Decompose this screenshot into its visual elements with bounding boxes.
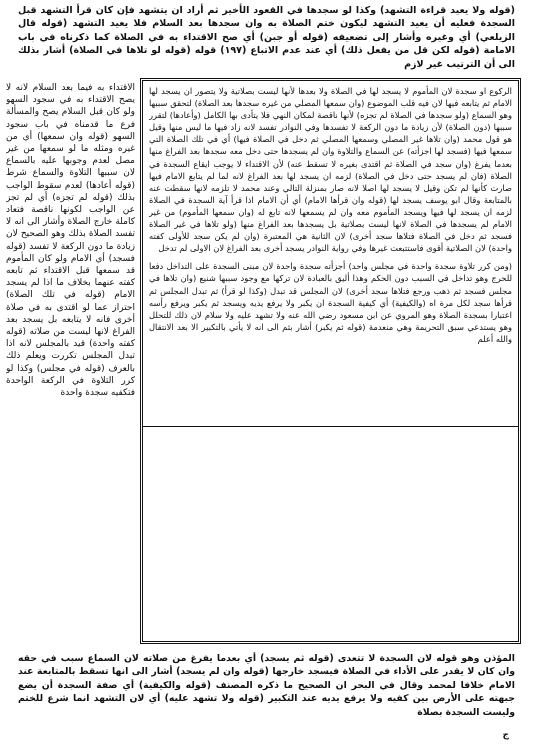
catch-word: ج xyxy=(502,730,509,740)
main-text-column xyxy=(149,85,512,637)
top-margin-commentary: (قوله ولا يعيد قراءة التشهد) وكذا لو سجدها في القعود الأخير ثم أراد ان يتشهد فإن كان قرأ التشهد قبل السجدة فعليه أن يعيد التشهد ليكون ختم الصلاة به وان سجدها بعد السلام فلا يعيد التشهد (قوله قال الزيلعي) أي وغيره وأشار إلى تضعيفه (قوله أو جبن) أي صح الاقتداء به في الصلاة كما ذكرناه في باب الامامة (قوله لكن قل من يفعل ذلك) أي عند عدم الاتباع (١٩٧) قوله (قوله لو تلاها في الصلاة) أشار بذلك الى أن الترتيب غير لازم xyxy=(18,5,515,70)
left-commentary-paragraph: الاقتداء به فيما بعد السلام لانه لا يصح الاقتداء به في سجود السهو ولو كان قبل السلام يصح والمسألة فرع ما قدمناه في باب سجود السهو (قوله وان سمعها) أي من غيره ومثله ما لو سمعها من غير مصل لعدم وجوبها عليه بالسماع لان سببها التلاوة والسماع شرط (قوله أعادها) لعدم سقوط الواجب بذلك (قوله لم تجزه) أي لم تجز عن الواجب لكونها ناقصة فتعاد كاملة خارج الصلاة وأشار الى انه لا تفسد الصلاة بذلك وهو الصحيح لان زيادة ما دون الركعة لا تفسد (قوله فسجد) أي الامام ولو كان المأموم قد سمعها قبل الاقتداء ثم تابعه كفته عنهما بخلاف ما اذا لم يسجد الامام (قوله في تلك الصلاة) احتراز عما لو اقتدى به في صلاة أخرى فانه لا يتابعه بل يسجد بعد الفراغ لانها ليست من صلاته (قوله كفته واحدة) قيد بالمجلس لانه اذا تبدل المجلس تكررت ويعلم ذلك بالعرف (قوله في مجلس) وكذا لو كرر التلاوة في الركعة الواحدة فتكفيه سجدة واحدة xyxy=(6,83,135,399)
main-text-frame xyxy=(140,78,521,644)
main-text-paragraph: الركوع او سجدة لان المأموم لا يسجد لها في الصلاة ولا بعدها لأنها ليست بصلاتية ولا يتصور ان يسجد لها الامام ثم يتابعه فيها لان فيه قلب الموضوع (وان سمعها المصلي من غيره سجدها بعد الصلاة) لتحقق سببها وهو السماع (ولو سجدها في الصلاة لم تجزه) لأنها ناقصة لمكان النهي فلا يتأدى بها الكامل (وأعادها) لتقرر سببها (دون الصلاة) لأن زيادة ما دون الركعة لا تفسدها وفي النوادر تفسد لانه زاد فيها ما ليس منها وقيل هو قول محمد (وان تلاها غير المصلي وسمعها المصلي ثم دخل في الصلاة فيها) أي في تلك الصلاة التي سمعها فيها (فسجد لها اجزأته) عن السماع والتلاوة وان لم يسجدها حتى دخل معه سجدها بعد الفراغ منها بعدما يفرغ (وان سجد في الصلاة ثم اقتدى بغيره لا تسقط عنه) لأن الاقتداء لا يوجب ايقاع السجدة في الصلاة (فان لم يسجد حتى دخل في الصلاة) لزمه ان يسجد لها بعد الفراغ لانه لما لم يتابع الامام فيها صارت كأنها لم تكن وقيل لا يسجد لها اصلا لانه صار بمنزلة التالي وعند محمد لا تلزمه لانها سقطت عنه بالمتابعة وقال ابو يوسف يسجد لها (قوله وان قرأها الامام) أي أن الامام اذا قرأ آية السجدة في الصلاة لزمه ان يسجد لها فيها ويسجد المأموم معه وان لم يسمعها لانه تابع له (وان سمعها المأموم) من غير الامام لم يسجدها في الصلاة لانها ليست بصلاتية بل يسجدها بعد الفراغ منها (ولو تلاها في غير الصلاة فسجد ثم دخل في الصلاة فتلاها سجد أخرى) لان الثانية هي المعتبرة (وان لم يكن سجد للأولى كفته واحدة) لان الصلاتية أقوى فاستتبعت غيرها وفي رواية النوادر يسجد أخرى بعد الفراغ لان الاولى لم تدخل xyxy=(149,86,512,254)
main-text-paragraph: (ومن كرر تلاوة سجدة واحدة في مجلس واحد) أجزأته سجدة واحدة لان مبنى السجدة على التداخل دفعا للحرج وهو تداخل في السبب دون الحكم وهذا أليق بالعبادة لان تركها مع وجود سببها شنيع (وان تلاها في مجلس فسجد ثم ذهب ورجع فتلاها سجد أخرى) لان المجلس قد تبدل (وكذا لو قرأ) ثم تبدل المجلس ثم قرأها سجد لكل مرة اه (والكيفية) أي كيفية السجدة ان يكبر ولا يرفع يديه ويسجد ثم يكبر ويرفع رأسه اعتبارا بسجدة الصلاة وهو المروي عن ابن مسعود رضي الله عنه ولا تشهد عليه ولا سلام لان ذلك للتحلل وهو يستدعي سبق التحريمة وهي منعدمة (قوله ثم يكبر) أشار بثم الى انه لا يأتي بالتكبير الا بعد الانتقال والله أعلم xyxy=(149,261,512,344)
left-margin-commentary xyxy=(6,82,135,644)
bottom-margin-commentary: المؤذن وهو قوله لان السجدة لا تتعدى (قوله ثم يسجد) أي بعدما يفرغ من صلاته لان السماع سبب في حقه وان كان لا يقدر على الأداء في الصلاة فيسجد خارجها (قوله وان لم يسجد) أشار الى انها تسقط بالمتابعة عند الامام خلافا لمحمد وقال في البحر ان الصحيح ما ذكره المصنف (قوله والكيفية) أي صفة السجدة أن يضع جبهته على الأرض بين كفيه ولا يرفع يديه عند التكبير (قوله ولا تشهد عليه) أي لان التشهد انما شرع للختم وليست السجدة بصلاة xyxy=(18,653,515,718)
section-separator xyxy=(143,426,518,427)
